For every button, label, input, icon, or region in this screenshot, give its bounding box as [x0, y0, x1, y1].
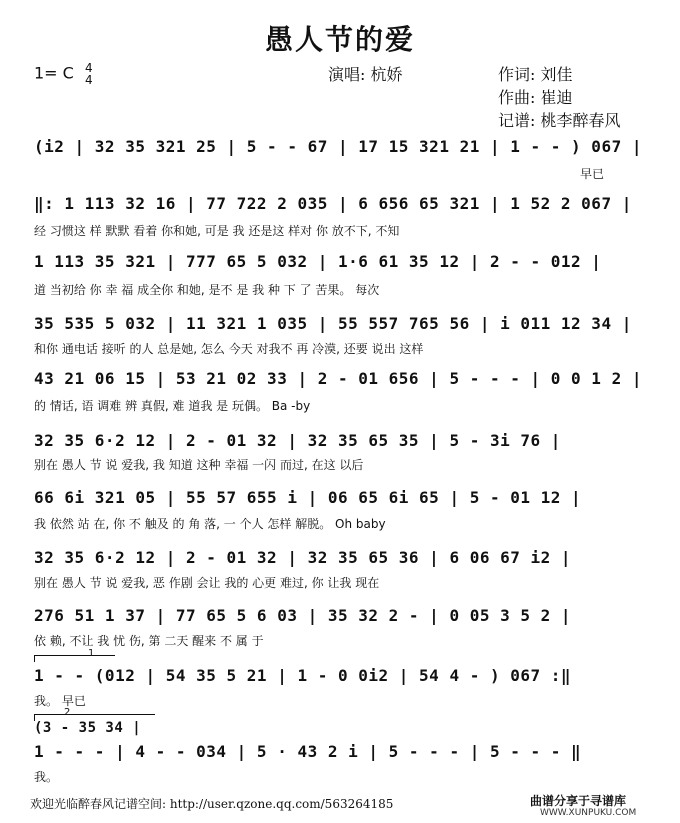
score-row-1-notes: (i2 | 32 35 321 25 | 5 - - 67 | 17 15 321 21 | 1 - - ) 067 |: [34, 137, 642, 156]
score-row-11-notes: 1 - - - | 4 - - 034 | 5 · 43 2 i | 5 - - - | 5 - - - ‖: [34, 742, 582, 761]
score-row-4-notes: 35 535 5 032 | 11 321 1 035 | 55 557 765 56 | i 011 12 34 |: [34, 314, 632, 333]
key-label: 1= C: [34, 63, 74, 83]
volta-1-bracket: [34, 655, 115, 662]
score-row-9-notes: 276 51 1 37 | 77 65 5 6 03 | 35 32 2 - | 0 05 3 5 2 |: [34, 606, 572, 625]
time-sig-bottom: 4: [84, 73, 93, 87]
score-row-2-notes: ‖: 1 113 32 16 | 77 722 2 035 | 6 656 65 321 | 1 52 2 067 |: [34, 194, 632, 213]
score-row-5-lyrics: 的 情话, 语 调难 辨 真假, 难 道我 是 玩偶。 Ba -by: [34, 399, 311, 413]
score-row-1-lyrics: 早已: [579, 167, 604, 181]
time-sig-top: 4: [84, 61, 93, 75]
singer-credit: 演唱: 杭娇: [328, 65, 403, 84]
lyricist-credit: 作词: 刘佳: [498, 65, 573, 84]
composer-credit: 作曲: 崔迪: [498, 88, 573, 107]
score-row-10-lyrics: 我。 早已: [34, 694, 86, 708]
score-row-7-lyrics: 我 依然 站 在, 你 不 触及 的 角 落, 一 个人 怎样 解脱。 Oh baby: [34, 517, 386, 531]
score-row-8-lyrics: 别在 愚人 节 说 爱我, 恶 作剧 会让 我的 心更 难过, 你 让我 现在: [34, 576, 380, 590]
score-row-2-lyrics: 经 习惯这 样 默默 看着 你和她, 可是 我 还是这 样对 你 放不下, 不知: [34, 224, 400, 238]
song-title: 愚人节的爱: [264, 23, 415, 56]
score-row-4-lyrics: 和你 通电话 接听 的人 总是她, 怎么 今天 对我不 再 冷漠, 还要 说出 这样: [34, 342, 424, 356]
score-row-3-lyrics: 道 当初给 你 幸 福 成全你 和她, 是不 是 我 种 下 了 苦果。 每次: [34, 283, 380, 297]
score-row-10-notes: 1 - - (012 | 54 35 5 21 | 1 - 0 0i2 | 54 4 - ) 067 :‖: [34, 666, 572, 685]
transcriber-credit: 记谱: 桃李醉春风: [498, 111, 621, 130]
score-row-9-lyrics: 依 赖, 不让 我 忧 伤, 第 二天 醒来 不 属 于: [34, 634, 264, 648]
score-row-11-lyrics: 我。: [34, 770, 59, 784]
score-row-8-notes: 32 35 6·2 12 | 2 - 01 32 | 32 35 65 36 | 6 06 67 i2 |: [34, 548, 572, 567]
score-row-6-notes: 32 35 6·2 12 | 2 - 01 32 | 32 35 65 35 | 5 - 3i 76 |: [34, 431, 561, 450]
key-signature: [34, 62, 93, 86]
score-row-7-notes: 66 6i 321 05 | 55 57 655 i | 06 65 6i 65 | 5 - 01 12 |: [34, 488, 582, 507]
time-signature: [85, 62, 93, 86]
footer-note: 欢迎光临醉春风记谱空间: http://user.qzone.qq.com/563264185: [30, 797, 394, 811]
volta-1-number: 1: [88, 648, 95, 659]
volta-2-pickup: (3 - 35 34 |: [34, 720, 142, 736]
score-row-5-notes: 43 21 06 15 | 53 21 02 33 | 2 - 01 656 | 5 - - - | 0 0 1 2 |: [34, 369, 642, 388]
brand-url: WWW.XUNPUKU.COM: [540, 808, 637, 818]
score-row-3-notes: 1 113 35 321 | 777 65 5 032 | 1·6 61 35 12 | 2 - - 012 |: [34, 252, 602, 271]
volta-2-number: 2: [64, 707, 71, 718]
score-row-6-lyrics: 别在 愚人 节 说 爱我, 我 知道 这种 幸福 一闪 而过, 在这 以后: [34, 458, 364, 472]
brand-watermark: 曲谱分享于寻谱库: [530, 794, 627, 808]
